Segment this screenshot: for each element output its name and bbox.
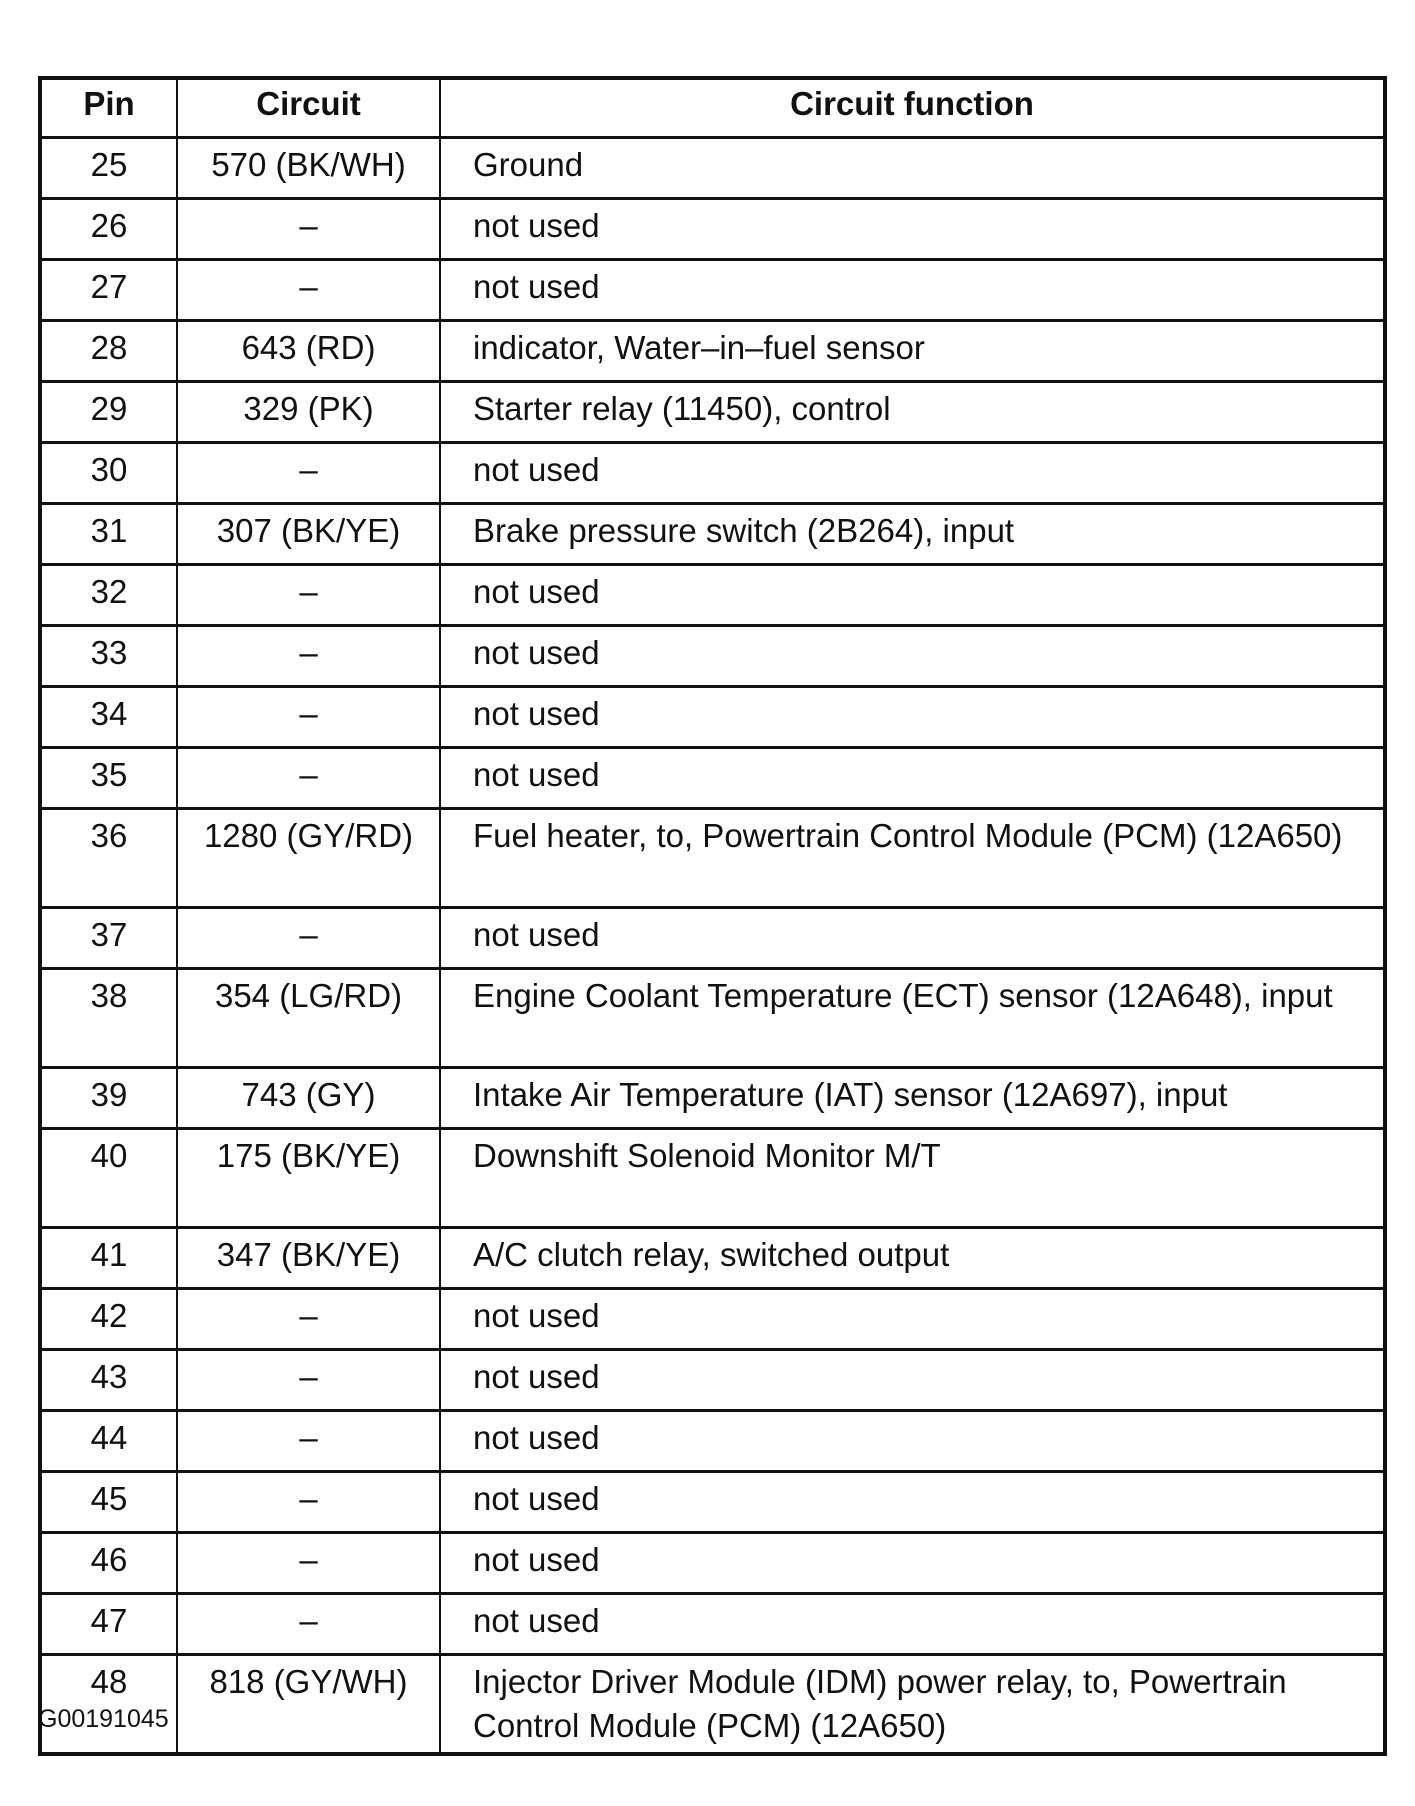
circuit-cell: 818 (GY/WH): [177, 1655, 440, 1755]
pin-cell: 48: [40, 1655, 177, 1755]
function-cell: Engine Coolant Temperature (ECT) sensor (12A648), input: [440, 969, 1385, 1068]
table-row: [40, 1129, 1385, 1228]
circuit-cell: 175 (BK/YE): [177, 1129, 440, 1228]
circuit-cell: –: [177, 748, 440, 809]
circuit-cell: 643 (RD): [177, 321, 440, 382]
pin-cell: 30: [40, 443, 177, 504]
circuit-cell: –: [177, 1350, 440, 1411]
table-row: [40, 504, 1385, 565]
pin-cell: 41: [40, 1228, 177, 1289]
pin-cell: 28: [40, 321, 177, 382]
function-cell: not used: [440, 199, 1385, 260]
table-row: [40, 687, 1385, 748]
circuit-cell: 743 (GY): [177, 1068, 440, 1129]
function-cell: not used: [440, 748, 1385, 809]
circuit-cell: 347 (BK/YE): [177, 1228, 440, 1289]
function-cell: Starter relay (11450), control: [440, 382, 1385, 443]
table-row: [40, 626, 1385, 687]
circuit-cell: –: [177, 1289, 440, 1350]
function-cell: not used: [440, 443, 1385, 504]
pin-table-container: [38, 76, 1383, 1756]
table-row: [40, 443, 1385, 504]
circuit-cell: 307 (BK/YE): [177, 504, 440, 565]
table-row: [40, 908, 1385, 969]
function-cell: Brake pressure switch (2B264), input: [440, 504, 1385, 565]
pin-circuit-table: [38, 76, 1387, 1756]
table-row: [40, 138, 1385, 199]
pin-cell: 25: [40, 138, 177, 199]
table-row: [40, 969, 1385, 1068]
table-row: [40, 1068, 1385, 1129]
circuit-cell: 329 (PK): [177, 382, 440, 443]
circuit-cell: –: [177, 1472, 440, 1533]
circuit-cell: –: [177, 443, 440, 504]
circuit-cell: –: [177, 1594, 440, 1655]
function-cell: Fuel heater, to, Powertrain Control Module (PCM) (12A650): [440, 809, 1385, 908]
function-cell: not used: [440, 565, 1385, 626]
table-row: [40, 1594, 1385, 1655]
table-row: [40, 1655, 1385, 1755]
circuit-cell: –: [177, 1411, 440, 1472]
circuit-cell: –: [177, 260, 440, 321]
function-cell: Ground: [440, 138, 1385, 199]
pin-cell: 27: [40, 260, 177, 321]
function-cell: not used: [440, 1533, 1385, 1594]
function-cell: not used: [440, 1594, 1385, 1655]
circuit-cell: –: [177, 626, 440, 687]
pin-cell: 36: [40, 809, 177, 908]
function-cell: indicator, Water–in–fuel sensor: [440, 321, 1385, 382]
header-circuit: Circuit: [177, 78, 440, 138]
table-row: [40, 1472, 1385, 1533]
table-row: [40, 1411, 1385, 1472]
pin-cell: 26: [40, 199, 177, 260]
function-cell: A/C clutch relay, switched output: [440, 1228, 1385, 1289]
pin-cell: 43: [40, 1350, 177, 1411]
table-row: [40, 1533, 1385, 1594]
circuit-cell: –: [177, 1533, 440, 1594]
circuit-cell: 354 (LG/RD): [177, 969, 440, 1068]
function-cell: not used: [440, 1289, 1385, 1350]
function-cell: not used: [440, 260, 1385, 321]
table-body: [40, 138, 1385, 1755]
circuit-cell: –: [177, 908, 440, 969]
header-circuit-function: Circuit function: [440, 78, 1385, 138]
function-cell: not used: [440, 1472, 1385, 1533]
pin-cell: 44: [40, 1411, 177, 1472]
pin-cell: 45: [40, 1472, 177, 1533]
table-row: [40, 1350, 1385, 1411]
circuit-cell: 570 (BK/WH): [177, 138, 440, 199]
table-row: [40, 1228, 1385, 1289]
pin-cell: 34: [40, 687, 177, 748]
table-row: [40, 260, 1385, 321]
function-cell: not used: [440, 687, 1385, 748]
pin-cell: 37: [40, 908, 177, 969]
header-pin: Pin: [40, 78, 177, 138]
function-cell: Intake Air Temperature (IAT) sensor (12A697), input: [440, 1068, 1385, 1129]
table-row: [40, 565, 1385, 626]
function-cell: not used: [440, 626, 1385, 687]
circuit-cell: 1280 (GY/RD): [177, 809, 440, 908]
pin-cell: 40: [40, 1129, 177, 1228]
table-header-row: [40, 78, 1385, 138]
circuit-cell: –: [177, 687, 440, 748]
pin-cell: 31: [40, 504, 177, 565]
pin-cell: 42: [40, 1289, 177, 1350]
figure-id-label: G00191045: [38, 1705, 169, 1733]
pin-cell: 39: [40, 1068, 177, 1129]
pin-cell: 46: [40, 1533, 177, 1594]
pin-cell: 38: [40, 969, 177, 1068]
circuit-cell: –: [177, 199, 440, 260]
function-cell: not used: [440, 1411, 1385, 1472]
table-row: [40, 321, 1385, 382]
table-row: [40, 382, 1385, 443]
table-row: [40, 748, 1385, 809]
function-cell: Injector Driver Module (IDM) power relay, to, Powertrain Control Module (PCM) (12A650): [440, 1655, 1385, 1755]
function-cell: not used: [440, 908, 1385, 969]
circuit-cell: –: [177, 565, 440, 626]
function-cell: Downshift Solenoid Monitor M/T: [440, 1129, 1385, 1228]
pin-cell: 33: [40, 626, 177, 687]
pin-cell: 35: [40, 748, 177, 809]
pin-cell: 47: [40, 1594, 177, 1655]
function-cell: not used: [440, 1350, 1385, 1411]
pin-cell: 29: [40, 382, 177, 443]
table-row: [40, 1289, 1385, 1350]
pin-cell: 32: [40, 565, 177, 626]
table-row: [40, 809, 1385, 908]
table-row: [40, 199, 1385, 260]
